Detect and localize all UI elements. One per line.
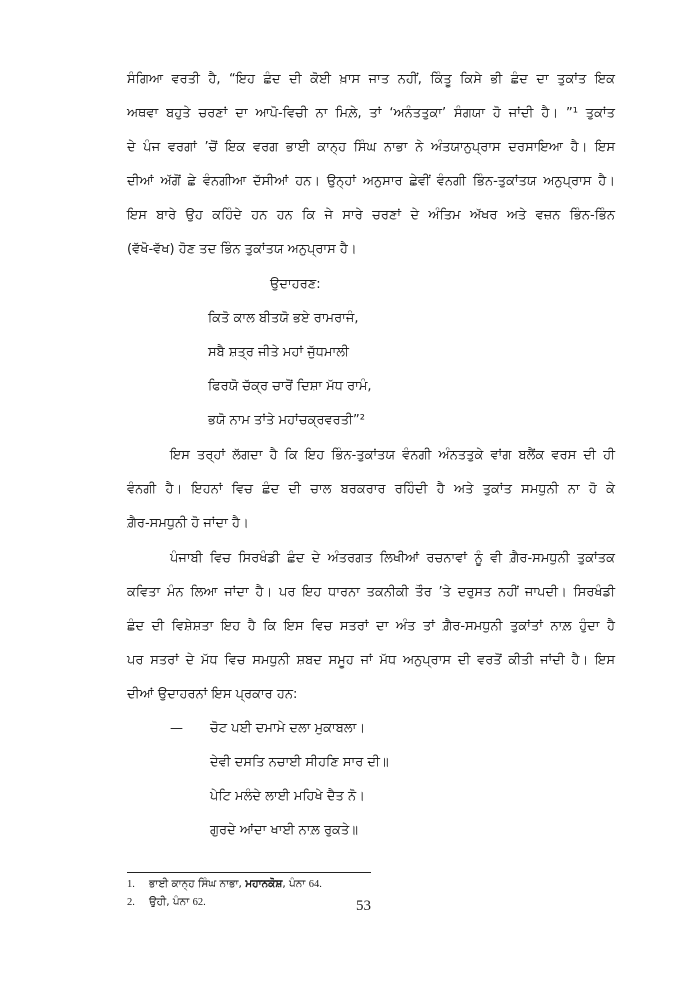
body-line: ਛੰਦ ਦੀ ਵਿਸ਼ੇਸ਼ਤਾ ਇਹ ਹੈ ਕਿ ਇਸ ਵਿਚ ਸਤਰਾਂ ਦਾ ਅੰਤ ਤਾਂ ਗ਼ੈਰ-ਸਮਧੁਨੀ ਤੁਕਾਂਤਾਂ ਨਾਲ਼ ਹੁੰਦਾ ਹੈ bbox=[127, 619, 615, 634]
footnote-book-title: ਮਹਾਨਕੋਸ਼ bbox=[245, 878, 283, 890]
verse-line: ਦੇਵੀ ਦਸਤਿ ਨਚਾਈ ਸੀਹਣਿ ਸਾਰ ਦੀ॥ bbox=[210, 755, 389, 770]
body-line: ਪੰਜਾਬੀ ਵਿਚ ਸਿਰਖੰਡੀ ਛੰਦ ਦੇ ਅੰਤਰਗਤ ਲਿਖੀਆਂ ਰਚਨਾਵਾਂ ਨੂੰ ਵੀ ਗ਼ੈਰ-ਸਮਧੁਨੀ ਤੁਕਾਂਤਕ bbox=[170, 551, 615, 566]
body-line: ਅਥਵਾ ਬਹੁਤੇ ਚਰਣਾਂ ਦਾ ਆਪੋ-ਵਿਚੀ ਨਾ ਮਿਲ਼ੇ, ਤਾਂ ‘ਅਨੰਤਤੁਕਾ’ ਸੰਗਯਾ ਹੋ ਜਾਂਦੀ ਹੈ। ”¹ ਤੁਕਾਂਤ bbox=[127, 106, 615, 121]
example-heading: ਉਦਾਹਰਣ: bbox=[270, 277, 321, 292]
footnote-text: , ਪੰਨਾ bbox=[282, 878, 309, 890]
body-line: ਦੇ ਪੰਜ ਵਰਗਾਂ ’ਚੋਂ ਇਕ ਵਰਗ ਭਾਈ ਕਾਨ੍ਹ ਸਿੰਘ ਨਾਭਾ ਨੇ ਅੰਤਯਾਨੁਪ੍ਰਾਸ ਦਰਸਾਇਆ ਹੈ। ਇਸ bbox=[127, 140, 615, 155]
footnote-page: 64. bbox=[308, 879, 322, 890]
body-line: ਦੀਆਂ ਉਦਾਹਰਨਾਂ ਇਸ ਪ੍ਰਕਾਰ ਹਨ: bbox=[127, 687, 298, 702]
body-line: ਦੀਆਂ ਅੱਗੋਂ ਛੇ ਵੰਨਗੀਆ ਦੱਸੀਆਂ ਹਨ। ਉਨ੍ਹਾਂ ਅਨੁਸਾਰ ਛੇਵੀਂ ਵੰਨਗੀ ਭਿੰਨ-ਤੁਕਾਂਤਯ ਅਨੁਪ੍ਰਾਸ ਹੈ। bbox=[127, 174, 615, 189]
body-line: ਸੰਗਿਆ ਵਰਤੀ ਹੈ, “ਇਹ ਛੰਦ ਦੀ ਕੋਈ ਖ਼ਾਸ ਜਾਤ ਨਹੀਂ, ਕਿੰਤੂ ਕਿਸੇ ਭੀ ਛੰਦ ਦਾ ਤੁਕਾਂਤ ਇਕ bbox=[127, 72, 615, 87]
footnote-page: 62. bbox=[192, 897, 206, 908]
footnote-number: 2. bbox=[127, 897, 135, 908]
verse-line: ਕਿਤੋ ਕਾਲ ਬੀਤਯੋ ਭਏ ਰਾਮਰਾਜੰ, bbox=[208, 311, 359, 326]
body-line: ਵੰਨਗੀ ਹੈ। ਇਹਨਾਂ ਵਿਚ ਛੰਦ ਦੀ ਚਾਲ ਬਰਕਰਾਰ ਰਹਿੰਦੀ ਹੈ ਅਤੇ ਤੁਕਾਂਤ ਸਮਧੁਨੀ ਨਾ ਹੋ ਕੇ bbox=[127, 482, 615, 497]
body-line: ਕਵਿਤਾ ਮੰਨ ਲਿਆ ਜਾਂਦਾ ਹੈ। ਪਰ ਇਹ ਧਾਰਨਾ ਤਕਨੀਕੀ ਤੌਰ ’ਤੇ ਦਰੁਸਤ ਨਹੀਂ ਜਾਪਦੀ। ਸਿਰਖੰਡੀ bbox=[127, 585, 615, 600]
footnote-1 bbox=[127, 877, 322, 892]
verse-line: ਭਯੋ ਨਾਮ ਤਾਂਤੇ ਮਹਾਂਚਕ੍ਰਵਰਤੀ”² bbox=[208, 413, 365, 428]
footnote-separator bbox=[127, 872, 371, 873]
page-number: 53 bbox=[356, 898, 371, 914]
footnote-text: ਉਹੀ, ਪੰਨਾ bbox=[149, 896, 193, 908]
footnote-text: ਭਾਈ ਕਾਨ੍ਹ ਸਿੰਘ ਨਾਭਾ, bbox=[149, 878, 246, 890]
body-line: ਗ਼ੈਰ-ਸਮਧੁਨੀ ਹੋ ਜਾਂਦਾ ਹੈ। bbox=[127, 516, 249, 531]
verse-line: ਫਿਰਯੋ ਚੱਕ੍ਰ ਚਾਰੋਂ ਦਿਸ਼ਾ ਮੱਧ ਰਾਮੰ, bbox=[208, 379, 372, 394]
verse-line: ਪੇਟਿ ਮਲੰਦੇ ਲਾਈ ਮਹਿਖੇ ਦੈਤ ਨੋ। bbox=[210, 789, 365, 804]
body-line: ਇਸ ਬਾਰੇ ਉਹ ਕਹਿੰਦੇ ਹਨ ਹਨ ਕਿ ਜੇ ਸਾਰੇ ਚਰਣਾਂ ਦੇ ਅੰਤਿਮ ਅੱਖਰ ਅਤੇ ਵਜ਼ਨ ਭਿੰਨ-ਭਿੰਨ bbox=[127, 208, 615, 223]
body-line: ਇਸ ਤਰ੍ਹਾਂ ਲੱਗਦਾ ਹੈ ਕਿ ਇਹ ਭਿੰਨ-ਤੁਕਾਂਤਯ ਵੰਨਗੀ ਅੰਨਤਤੁਕੇ ਵਾਂਗ ਬਲੈਂਕ ਵਰਸ ਦੀ ਹੀ bbox=[170, 448, 615, 463]
verse-line: ਚੋਟ ਪਈ ਦਮਾਮੇ ਦਲਾ ਮੁਕਾਬਲਾ। bbox=[210, 721, 366, 736]
verse-line: ਗੁਰਦੇ ਆਂਦਾ ਖਾਈ ਨਾਲ਼ ਰੁਕਤੇ॥ bbox=[210, 823, 358, 838]
footnote-2 bbox=[127, 895, 206, 910]
verse-line: ਸਬੈ ਸ਼ਤ੍ਰ ਜੀਤੇ ਮਹਾਂ ਜੁੱਧਮਾਲੀ bbox=[208, 345, 349, 360]
footnote-number: 1. bbox=[127, 879, 135, 890]
body-line: ਪਰ ਸਤਰਾਂ ਦੇ ਮੱਧ ਵਿਚ ਸਮਧੁਨੀ ਸ਼ਬਦ ਸਮੂਹ ਜਾਂ ਮੱਧ ਅਨੁਪ੍ਰਾਸ ਦੀ ਵਰਤੋਂ ਕੀਤੀ ਜਾਂਦੀ ਹੈ। ਇਸ bbox=[127, 653, 615, 668]
verse-dash: — bbox=[170, 721, 183, 736]
body-line: (ਵੱਖੋ-ਵੱਖ) ਹੋਣ ਤਦ ਭਿੰਨ ਤੁਕਾਂਤਯ ਅਨੁਪ੍ਰਾਸ ਹੈ। bbox=[127, 242, 357, 257]
